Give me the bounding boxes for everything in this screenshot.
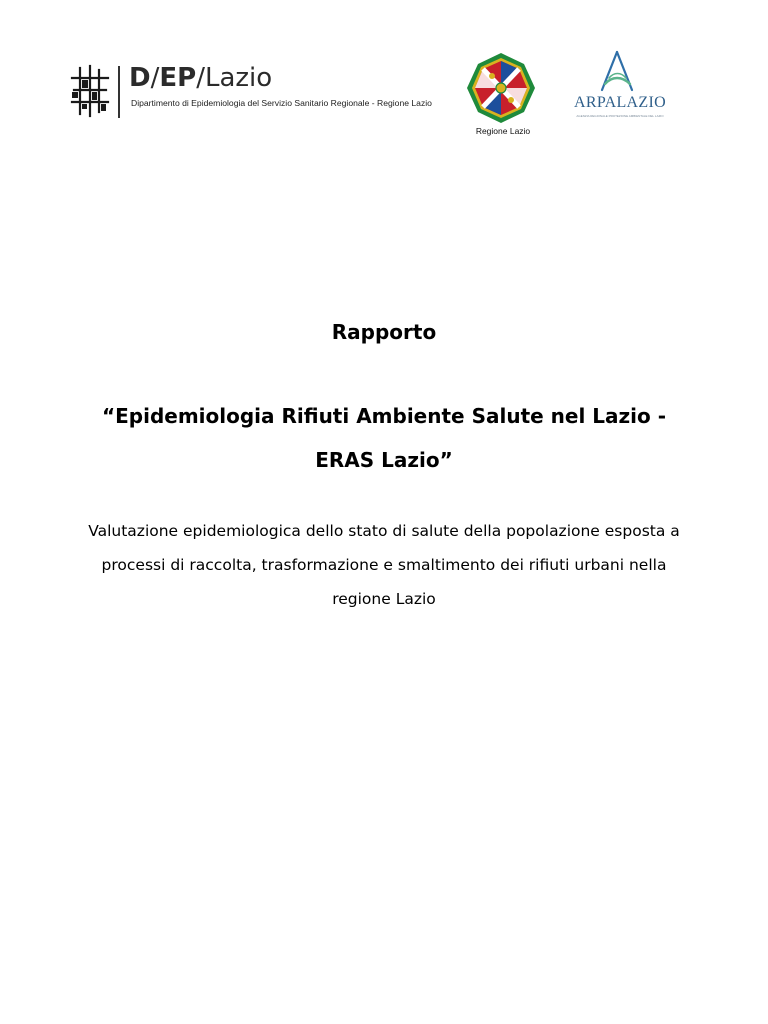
dep-logo-wordmark: D/EP/Lazio — [129, 63, 273, 93]
dep-lazio-logo — [70, 60, 450, 120]
dep-logo-subtitle: Dipartimento di Epidemiologia del Servizio Sanitario Regionale - Regione Lazio — [131, 98, 432, 108]
dep-grid-mark-icon — [70, 64, 110, 118]
regione-lazio-caption: Regione Lazio — [475, 126, 531, 136]
arpa-mountain-icon — [596, 50, 638, 92]
regione-lazio-logo — [462, 52, 546, 140]
regione-lazio-emblem-icon — [466, 52, 536, 124]
report-description: Valutazione epidemiologica dello stato di salute della popolazione esposta a processi di raccolta, trasformazione e smaltimento dei rifiuti urbani nella regione Lazio — [88, 522, 680, 608]
report-kind-heading: Rapporto — [331, 320, 437, 344]
arpa-lazio-wordmark: ARPALAZIO — [574, 94, 666, 111]
dep-logo-divider — [118, 66, 120, 118]
arpa-lazio-tagline: AGENZIA REGIONALE PROTEZIONE AMBIENTALE DEL LAZIO — [576, 114, 664, 118]
report-title: “Epidemiologia Rifiuti Ambiente Salute nel Lazio - ERAS Lazio” — [101, 404, 667, 472]
arpa-lazio-logo — [570, 50, 670, 122]
